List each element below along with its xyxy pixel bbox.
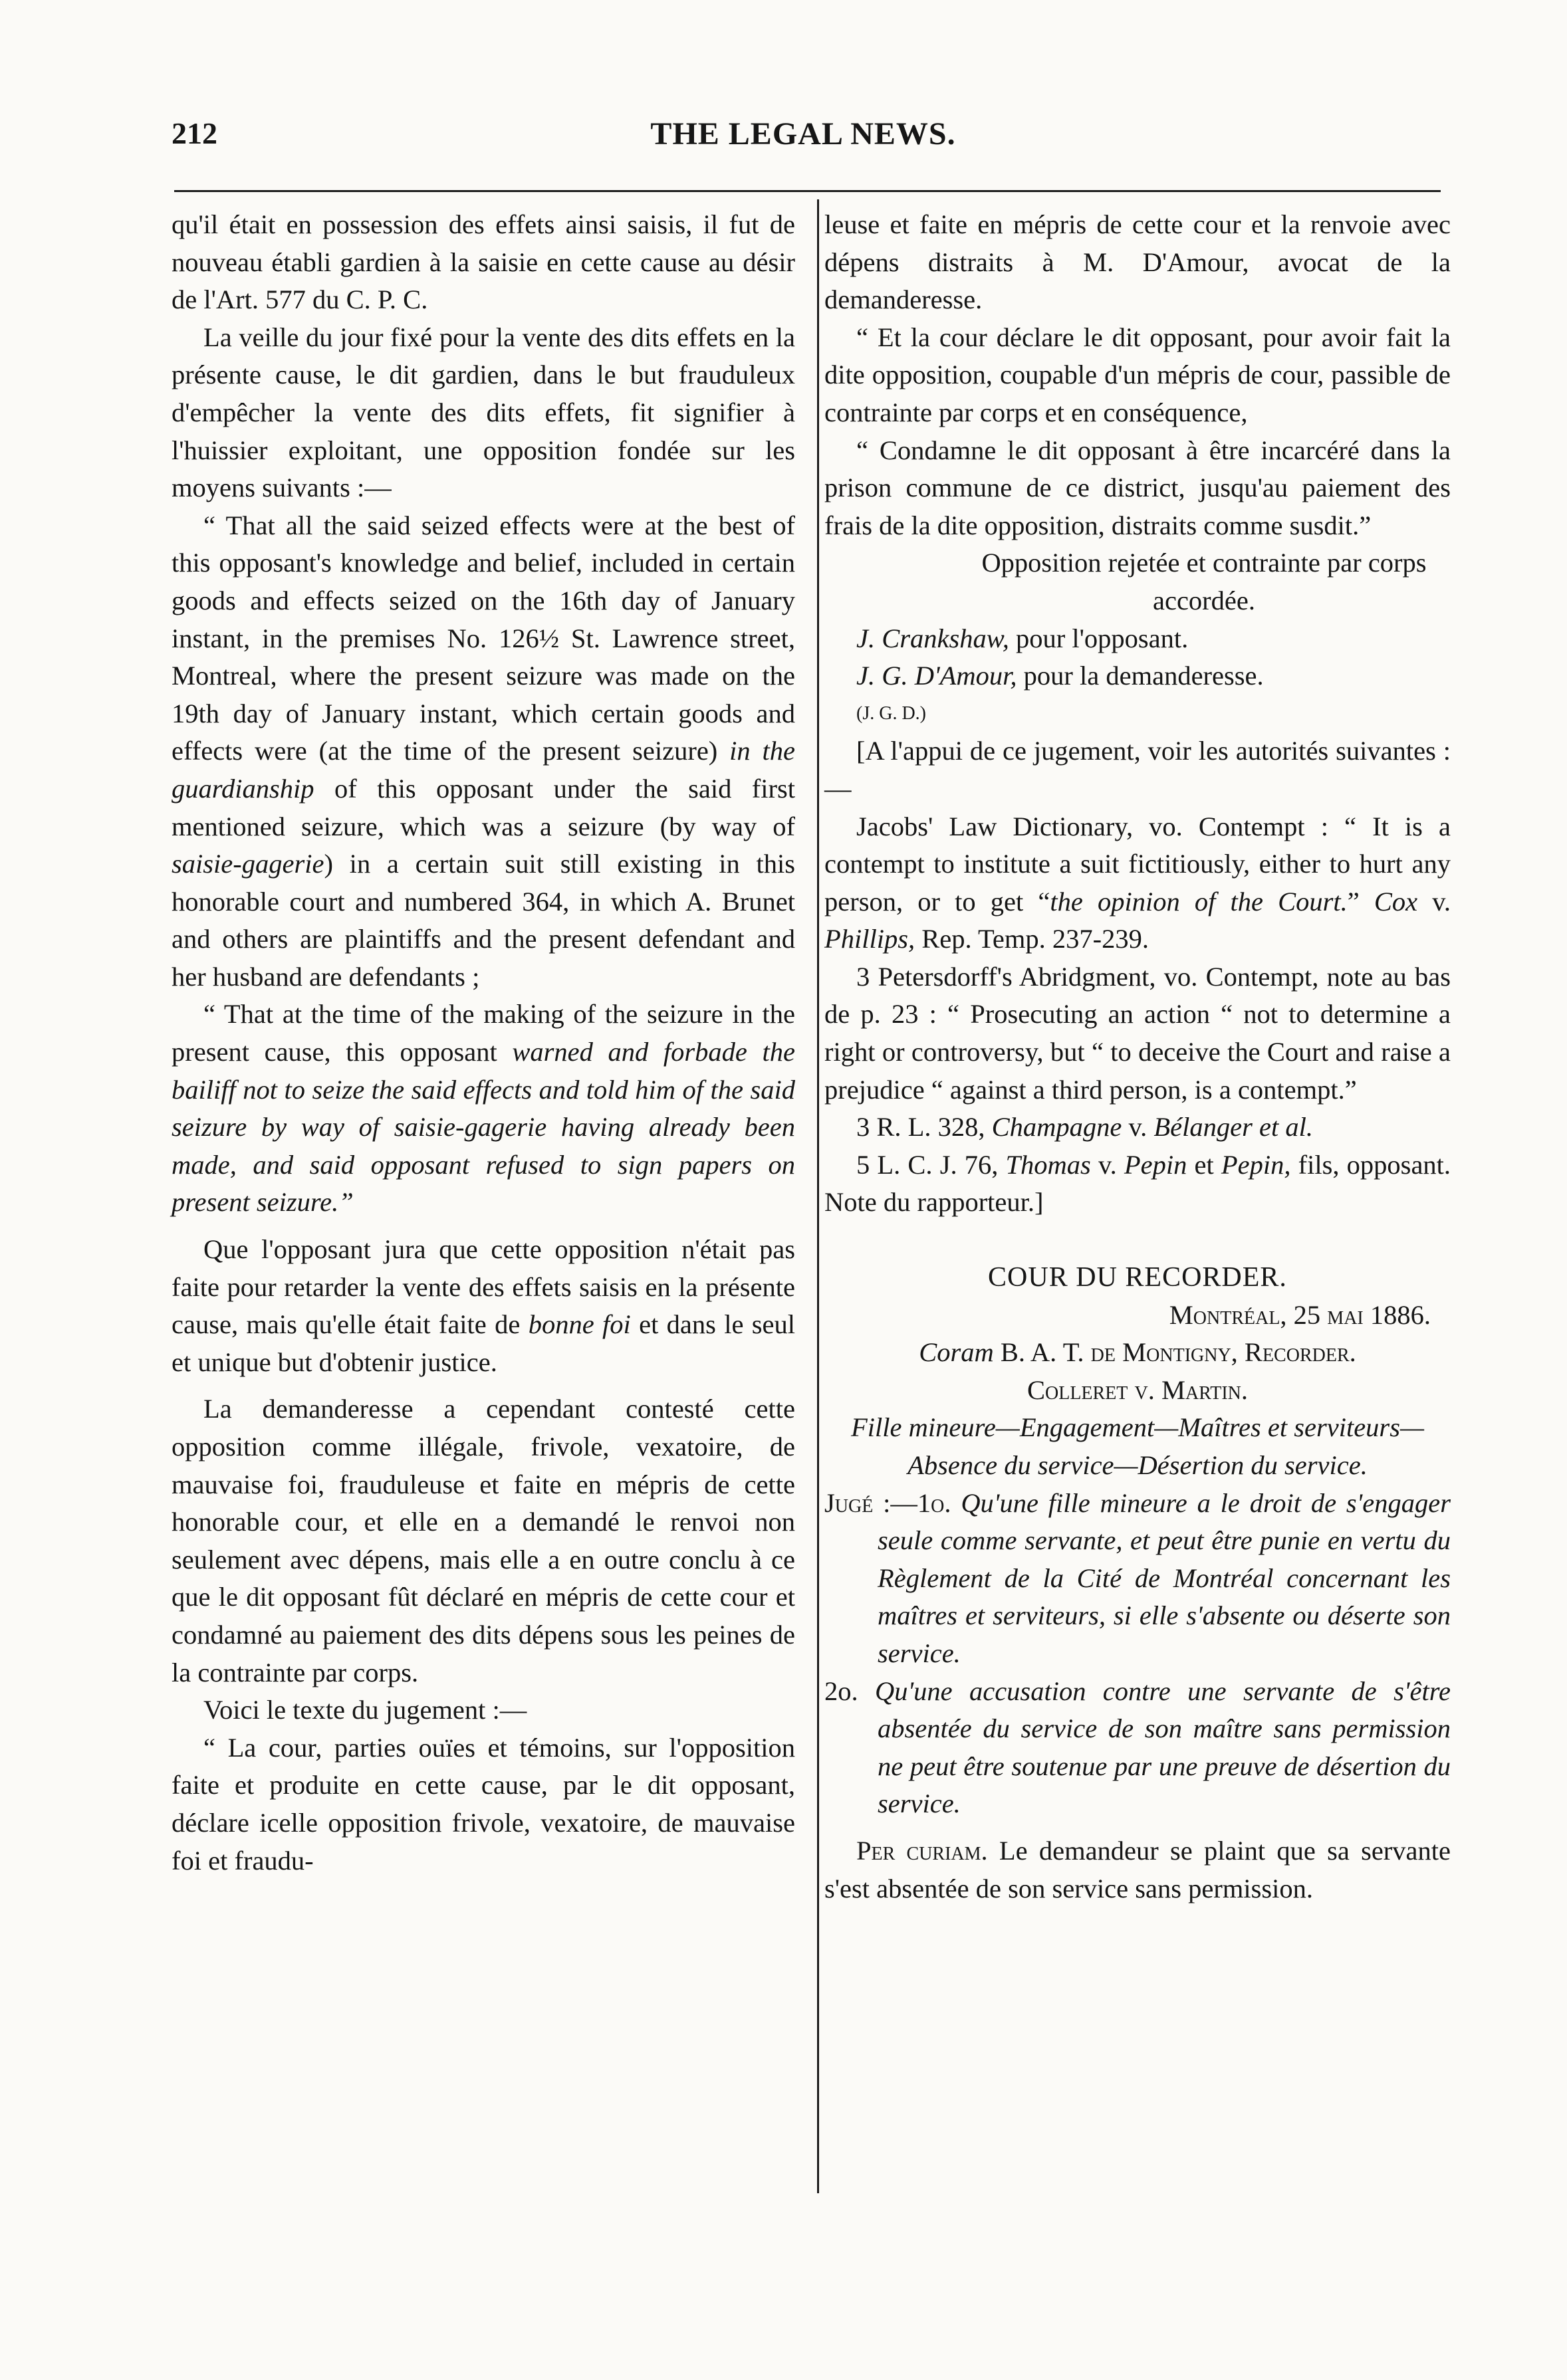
italic-run: Qu'une fille mineure a le droit de s'engager seule comme servante, et peut être punie en vertu du Règlement de la Cité de Montréal concernant les maîtres et serviteurs, si elle s'absente ou déserte son service.: [878, 1487, 1451, 1668]
text-run: Rep. Temp. 237-239.: [921, 924, 1149, 954]
text-run: 5 L. C. J. 76,: [856, 1149, 999, 1180]
italic-run: bonne foi: [528, 1309, 631, 1340]
text-run: of this opposant under the said first mentioned seizure, which was a seizure (by way of: [172, 773, 795, 841]
authority: [824, 1109, 1451, 1146]
holding: [824, 1485, 1451, 1673]
authority: [824, 1146, 1451, 1222]
text-run: 3 R. L. 328,: [856, 1112, 985, 1142]
text-run: ) in a certain suit still existing in this honorable court and numbered 364, in which A. Brunet and others are plaintiffs and the present defendant and her husband are defendants ;: [172, 849, 795, 992]
header-rule: [174, 190, 1441, 192]
text-run: Le demandeur se plaint que sa servante s'est absentée de son service sans permission.: [824, 1835, 1451, 1903]
quoted-paragraph: [172, 507, 795, 996]
italic-run: Champagne: [991, 1112, 1122, 1142]
quoted-paragraph: “ La cour, parties ouïes et témoins, sur l'opposition faite et produite en cette cause, par le dit opposant, déclare icelle opposition frivole, vexatoire, de mauvaise foi et fraudu-: [172, 1732, 795, 1876]
paragraph: La veille du jour fixé pour la vente des dits effets en la présente cause, le dit gardien, dans le but frauduleux d'empêcher la vente des dits effets, fit signifier à l'huissier exploitant, une opposition fondée sur les moyens suivants :—: [172, 322, 795, 503]
counsel-line: [824, 620, 1451, 658]
authority: 3 Petersdorff's Abridgment, vo. Contempt, note au bas de p. 23 : “ Prosecuting an action “ not to determine a right or controversy, but “ to deceive the Court and raise a prejudice “ against a third person, is a contempt.”: [824, 961, 1451, 1105]
italic-run: Cox: [1374, 886, 1418, 917]
paragraph: Voici le texte du jugement :—: [203, 1695, 527, 1725]
text-run: fils, opposant. Note du rapporteur.]: [824, 1149, 1451, 1218]
italic-run: in the guardianship: [172, 736, 796, 804]
right-column: [824, 206, 1451, 1907]
counsel-role: pour l'opposant.: [1016, 623, 1189, 653]
italic-run: Thomas: [1005, 1149, 1091, 1180]
text-run: v.: [1128, 1112, 1147, 1142]
italic-run: the opinion of the Court.: [1050, 886, 1348, 917]
counsel-line: [824, 657, 1451, 695]
counsel-name: J. G. D'Amour,: [856, 661, 1017, 691]
place-date: Montréal, 25 mai 1886.: [1169, 1299, 1431, 1330]
italic-run: Qu'une accusation contre une servante de s'être absentée du service de son maître sans permission ne peut être soutenue par une preuve de désertion du service.: [874, 1676, 1451, 1819]
page-number: 212: [172, 116, 217, 150]
text-run: et dans le seul et unique but d'obtenir justice.: [172, 1309, 796, 1377]
left-column: [172, 206, 795, 1880]
case-name: Colleret v. Martin.: [1026, 1374, 1249, 1405]
paragraph: “ Condamne le dit opposant à être incarcéré dans la prison commune de ce district, jusqu'au paiement des frais de la dite opposition, distraits comme susdit.”: [824, 435, 1451, 540]
coram-line: [824, 1334, 1451, 1372]
text-run: “ That all the said seized effects were at the best of this opposant's knowledge and belief, included in certain goods and effects seized on the 16th day of January instant, in the premises No. 126½ St. Lawrence street, Montreal, where the present seizure was made on the 19th day of January instant, which certain goods and effects were (at the time of the present seizure): [172, 510, 795, 766]
section-heading: COUR DU RECORDER.: [988, 1262, 1287, 1293]
text-run: “ That at the time of the making of the seizure in the present cause, this opposant: [172, 999, 795, 1067]
ruling: Opposition rejetée et contrainte par corps accordée.: [981, 548, 1427, 615]
page-header: [172, 116, 1435, 169]
counsel-role: pour la demanderesse.: [1023, 661, 1264, 691]
counsel-name: J. Crankshaw,: [856, 623, 1009, 653]
authority: [824, 808, 1451, 958]
holding-label: 2o.: [824, 1676, 858, 1706]
paragraph: “ Et la cour déclare le dit opposant, pour avoir fait la dite opposition, coupable d'un mépris de cour, passible de contrainte par corps et en conséquence,: [824, 322, 1451, 427]
text-run: B. A. T. de Montigny, Recorder.: [1000, 1337, 1356, 1368]
reporter-initials: (J. G. D.): [856, 703, 926, 724]
text-run: et: [1194, 1149, 1214, 1180]
text-run: v.: [1098, 1149, 1117, 1180]
syllabus: Fille mineure—Engagement—Maîtres et serviteurs—Absence du service—Désertion du service.: [851, 1412, 1424, 1480]
italic-run: Pepin: [1124, 1149, 1187, 1180]
paragraph: [A l'appui de ce jugement, voir les autorités suivantes :—: [824, 736, 1451, 804]
quoted-paragraph: [172, 996, 795, 1222]
text-run: ”: [1347, 886, 1360, 917]
paragraph: La demanderesse a cependant contesté cette opposition comme illégale, frivole, vexatoire, de mauvaise foi, frauduleuse et faite en mépris de cette honorable cour, et elle en a demandé le renvoi non seulement avec dépens, mais elle a en outre conclu à ce que le dit opposant fût déclaré en mépris de cette cour et condamné au paiement des dits dépens sous les peines de la contrainte par corps.: [172, 1394, 795, 1687]
italic-run: Bélanger et al.: [1153, 1112, 1313, 1142]
holding-label: Jugé :—1o.: [824, 1487, 951, 1518]
paragraph: leuse et faite en mépris de cette cour et la renvoie avec dépens distraits à M. D'Amour, avocat de la demanderesse.: [824, 209, 1451, 315]
text-run: v.: [1432, 886, 1451, 917]
text-run: Jacobs' Law Dictionary, vo. Contempt : “ It is a contempt to institute a suit fictitiously, either to hurt any person, or to get “: [824, 811, 1451, 917]
running-head: THE LEGAL NEWS.: [650, 116, 956, 152]
holding: [824, 1673, 1451, 1823]
italic-run: Pepin,: [1221, 1149, 1291, 1180]
italic-run: saisie-gagerie: [172, 849, 324, 879]
paragraph: [824, 1832, 1451, 1907]
per-curiam-label: Per curiam.: [856, 1835, 988, 1866]
column-divider: [817, 199, 819, 2193]
paragraph: [172, 1231, 795, 1381]
text-run: Que l'opposant jura que cette opposition n'était pas faite pour retarder la vente des effets saisis en la présente cause, mais qu'elle était faite de: [172, 1234, 795, 1340]
paragraph: qu'il était en possession des effets ainsi saisis, il fut de nouveau établi gardien à la saisie en cette cause au désir de l'Art. 577 du C. P. C.: [172, 209, 795, 315]
italic-run: warned and forbade the bailiff not to seize the said effects and told him of the said seizure by way of saisie-gagerie having already been made, and said opposant refused to sign papers on present seizure.”: [172, 1037, 796, 1218]
italic-run: Phillips,: [824, 924, 915, 954]
italic-run: Coram: [919, 1337, 994, 1368]
